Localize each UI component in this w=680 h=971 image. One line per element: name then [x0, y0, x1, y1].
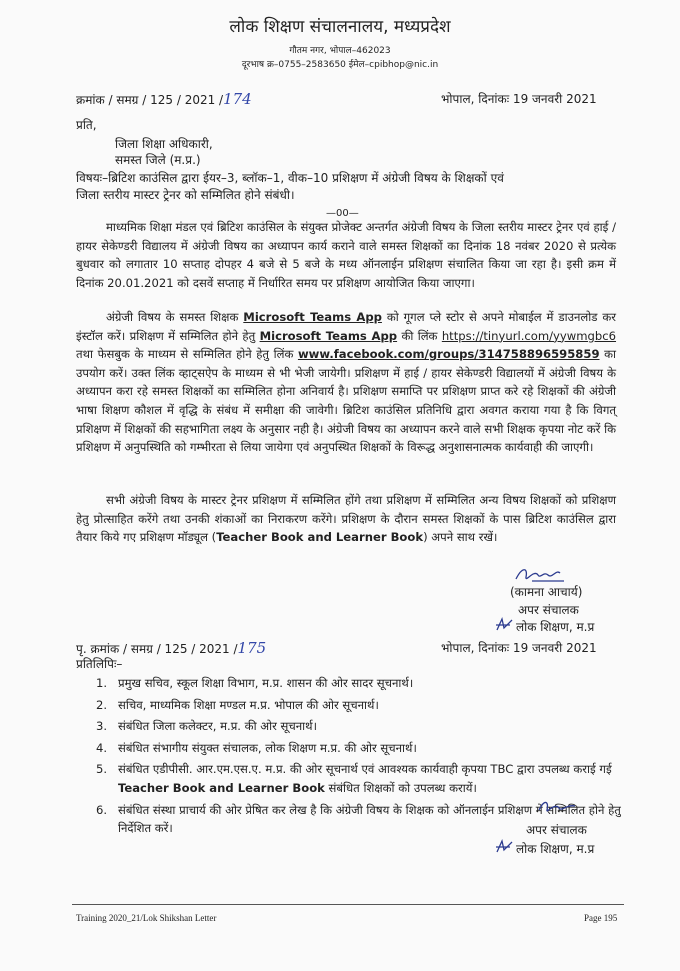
- p2-text-e: का उपयोग करें। उक्त लिंक व्हाट्सऐप के माध्यम से भी भेजी जायेगी। प्रशिक्षण में हाई / हायर सेकेण्डरी विद्यालयों में अंग्रेजी विषय के अध्यापन करा रहे समस्त शिक्षकों का सम्मिलित होना अनिवार्य है। प्रशिक्षण समाप्ति पर प्रशिक्षण प्राप्त करे रहे शिक्षकों की अंग्रेजी भाषा शिक्षण कौशल में वृद्धि के संबंध में समीक्षा की जावेगी। ब्रिटिश काउंसिल प्रतिनिधि द्वारा अवगत कराया गया है कि विगत् प्रशिक्षण में शिक्षकों की सहभागिता लक्ष्य के अनुसार नही है। अंग्रेजी विषय का अध्यापन करने वाले सभी शिक्षक कृपया नोट करें कि प्रशिक्षण में अनुपस्थिति को गम्भीरता से लिया जायेगा एवं अनुपस्थित शिक्षकों के विरूद्ध अनुशासनात्मक कार्यवाही की जाएगी।: [76, 347, 617, 455]
- p3-text-a: सभी अंग्रेजी विषय के मास्टर ट्रेनर प्रशिक्षण में सम्मिलित होंगे तथा प्रशिक्षण में सम्मिलित अन्य विषय शिक्षकों को प्रशिक्षण हेतु प्रोत्साहित करेंगे तथा उनकी शंकाओं का निराकरण करेंगे। प्रशिक्षण के दौरान समस्त शिक्षकों के पास ब्रिटिश काउंसिल द्वारा तैयार किये गए प्रशिक्षण मॉड्यूल (: [76, 493, 616, 545]
- prati: प्रति,: [76, 118, 97, 132]
- subject-line-2: जिला स्तरीय मास्टर ट्रेनर को सम्मिलित होने संबंधी।: [76, 188, 295, 202]
- endorsement-designation: अपर संचालक: [526, 823, 587, 837]
- letterhead-address: गौतम नगर, भोपाल–462023: [289, 46, 391, 56]
- initials-mark-2: [494, 838, 516, 856]
- footer-left: Training 2020_21/Lok Shikshan Letter: [76, 913, 217, 923]
- addressee-line-2: समस्त जिले (म.प्र.): [115, 153, 201, 167]
- list-item: 6. संबंधित संस्था प्राचार्य की ओर प्रेषित कर लेख है कि अंग्रेजी विषय के शिक्षक को ऑनलाईन प्रशिक्षण में सम्मिलित होने हेतु निर्देशित करें।: [96, 802, 621, 836]
- footer-divider: [72, 904, 624, 905]
- handwritten-number-2: 175: [237, 639, 267, 657]
- subject-line-1: विषयः–ब्रिटिश काउंसिल द्वारा ईयर–3, ब्लॉक–1, वीक–10 प्रशिक्षण में अंग्रेजी विषय के शिक्षकों एवं: [76, 171, 504, 185]
- facebook-group-link[interactable]: www.facebook.com/groups/314758896595859: [297, 347, 600, 362]
- addressee-line-1: जिला शिक्षा अधिकारी,: [115, 137, 213, 151]
- letterhead-contact: दूरभाष क्र–0755–2583650 ईमेल–cpibhop@nic.in: [241, 60, 439, 70]
- p2-text-d: तथा फेसबुक के माध्यम से सम्मिलित होने हेतु लिंक: [76, 347, 294, 362]
- list-item: 4. संबंधित संभागीय संयुक्त संचालक, लोक शिक्षण म.प्र. की ओर सूचनार्थ।: [96, 740, 417, 755]
- list-item: 1. प्रमुख सचिव, स्कूल शिक्षा विभाग, म.प्र. शासन की ओर सादर सूचनार्थ।: [96, 676, 414, 690]
- handwritten-number: 174: [223, 90, 252, 108]
- endorsement-place-date: भोपाल, दिनांकः 19 जनवरी 2021: [441, 641, 597, 655]
- list-item: 3. संबंधित जिला कलेक्टर, म.प्र. की ओर सूचनार्थ।: [96, 719, 317, 734]
- paragraph-2: [76, 308, 616, 457]
- signature-mark-2: [535, 796, 579, 818]
- teacher-learner-book: Teacher Book and Learner Book: [216, 530, 424, 545]
- p2-text-b: को गूगल प्ले स्टोर से अपने मोबाईल में डाउनलोड कर इंस्टॉल करें। प्रशिक्षण में सम्मिलित होने हेतु: [76, 310, 616, 343]
- paragraph-1: माध्यमिक शिक्षा मंडल एवं ब्रिटिश काउंसिल के संयुक्त प्रोजेक्ट अन्तर्गत अंग्रेजी विषय के जिला स्तरीय मास्टर ट्रेनर एवं हाई / हायर सेकेण्डरी विद्यालय में अंग्रेजी विषय का अध्यापन कार्य कराने वाले समस्त शिक्षकों का दिनांक 18 नवंबर 2020 से प्रत्येक बुधवार को लगातार 10 सप्ताह दोपहर 4 बजे से 5 बजे के मध्य ऑनलाईन प्रशिक्षण संचालित किया जा रहा है। इसी क्रम में दिनांक 20.01.2021 को दसवें सप्ताह में निर्धारित समय पर प्रशिक्षण आयोजित किया जाएगा।: [76, 220, 616, 290]
- initials-mark-1: [494, 616, 516, 634]
- teams-app-name-2: Microsoft Teams App: [259, 328, 398, 343]
- reference-number: [76, 91, 252, 110]
- list-item: 5. संबंधित एडीपीसी. आर.एम.एस.ए. म.प्र. की ओर सूचनार्थ एवं आवश्यक कार्यवाही कृपया TBC द्वारा उपलब्ध कराई गई Teacher Book and Learner Book संबंधित शिक्षकों को उपलब्ध करायें।: [96, 762, 612, 795]
- tinyurl-link[interactable]: https://tinyurl.com/yywmgbc6: [441, 328, 617, 343]
- separator: —00—: [326, 208, 359, 219]
- paragraph-3: [76, 491, 616, 547]
- footer-page-number: Page 195: [584, 913, 618, 923]
- teams-app-name-1: Microsoft Teams App: [243, 310, 382, 324]
- copy-heading: प्रतिलिपिः–: [76, 657, 123, 671]
- reference-label: क्रमांक / समग्र / 125 / 2021 /: [76, 93, 224, 107]
- signatory-office: लोक शिक्षण, म.प्र: [516, 620, 595, 634]
- signatory-designation: अपर संचालक: [518, 603, 579, 617]
- p2-text-a: अंग्रेजी विषय के समस्त शिक्षक: [106, 310, 239, 324]
- p3-text-b: ) अपने साथ रखें।: [423, 530, 498, 545]
- place-date: भोपाल, दिनांकः 19 जनवरी 2021: [441, 92, 597, 106]
- endorsement-office: लोक शिक्षण, म.प्र: [516, 842, 595, 856]
- endorsement-label: पृ. क्रमांक / समग्र / 125 / 2021 /: [76, 642, 238, 656]
- p2-text-c: की लिंक: [401, 328, 438, 343]
- list-item: 2. सचिव, माध्यमिक शिक्षा मण्डल म.प्र. भोपाल की ओर सूचनार्थ।: [96, 697, 379, 712]
- letterhead-title: लोक शिक्षण संचालनालय, मध्यप्रदेश: [229, 17, 451, 37]
- signatory-name: (कामना आचार्य): [510, 585, 583, 599]
